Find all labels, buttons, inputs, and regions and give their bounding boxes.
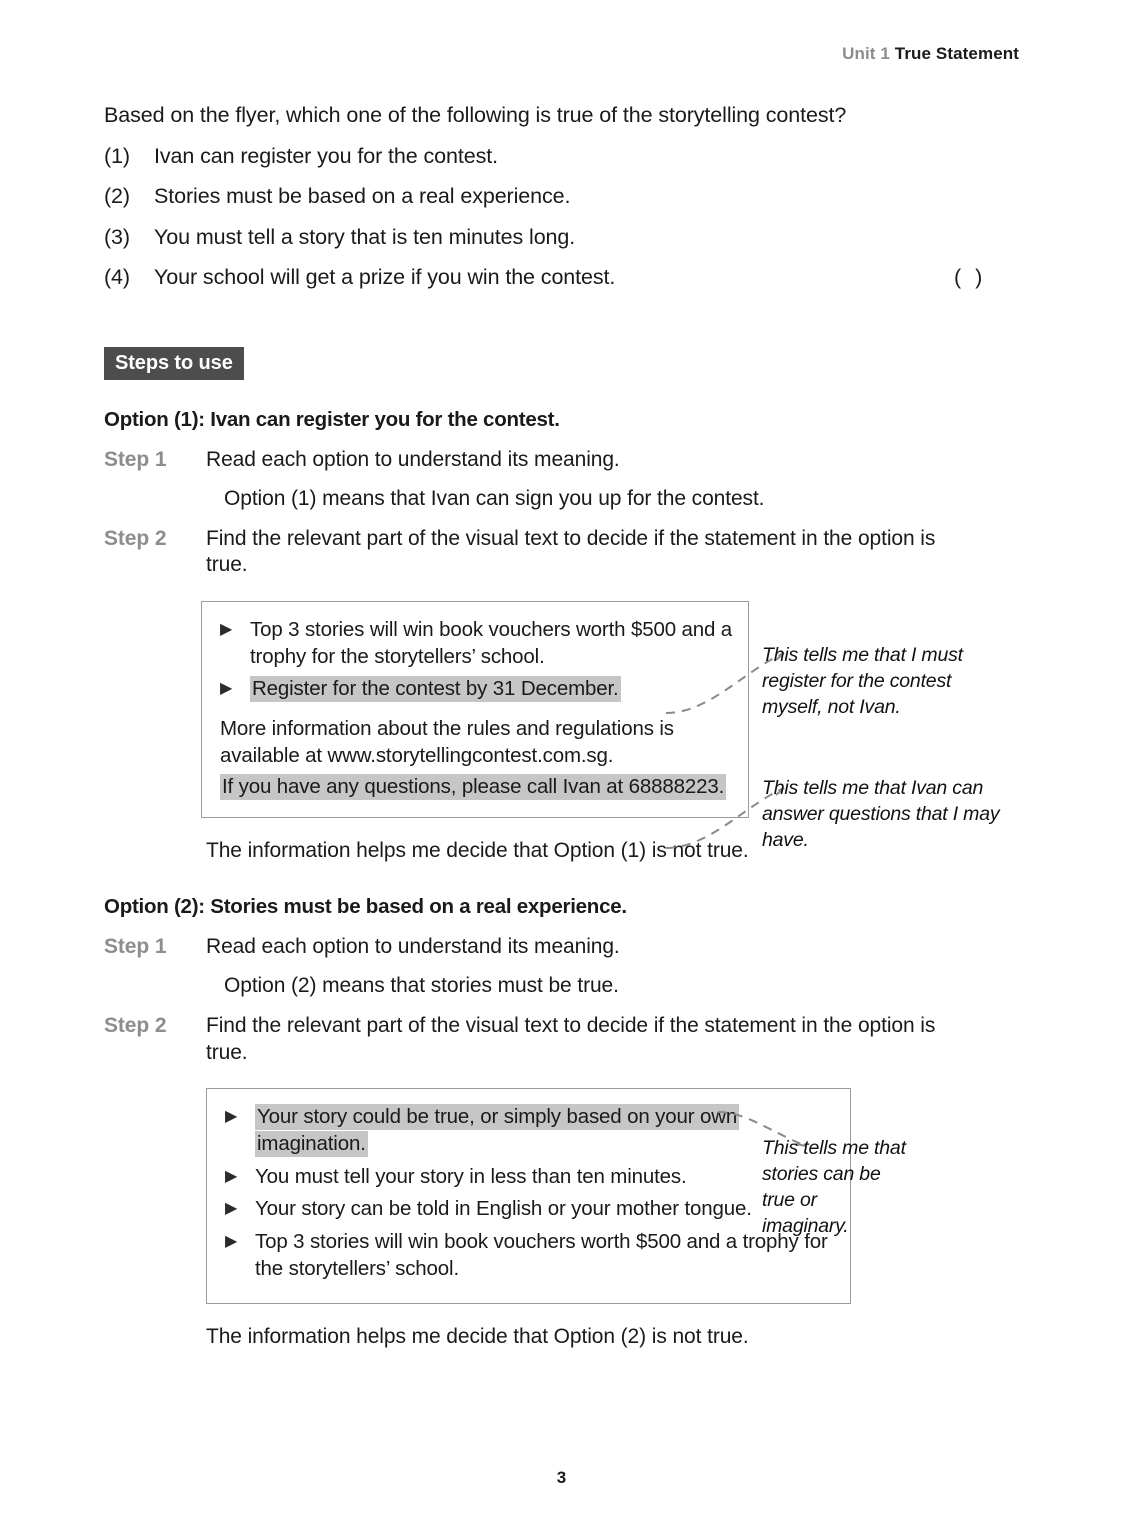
bullet-text: Top 3 stories will win book vouchers worth $500 and a trophy for the storytellers’ school.	[255, 1229, 828, 1280]
excerpt-two-bullet-1	[221, 1103, 836, 1158]
highlighted-text: Your story could be true, or simply based on your own imagination.	[257, 1105, 738, 1156]
step-body: Find the relevant part of the visual text to decide if the statement in the option is true.	[206, 526, 936, 577]
option-text: Your school will get a prize if you win the contest.	[154, 265, 616, 289]
section-2-step-1	[104, 934, 1019, 961]
triangle-bullet-icon: ▶	[225, 1167, 238, 1185]
excerpt-two-bullet-3	[221, 1195, 836, 1223]
section-1-step-1-sub: Option (1) means that Ivan can sign you up for the contest.	[224, 486, 765, 510]
question-option-4	[104, 267, 1019, 289]
option-number: (3)	[104, 224, 130, 249]
bullet-text: Your story can be told in English or your mother tongue.	[255, 1197, 752, 1221]
section-2-step-1-sub: Option (2) means that stories must be true.	[224, 973, 619, 997]
step-body: Find the relevant part of the visual text to decide if the statement in the option is true.	[206, 1013, 936, 1064]
running-head-title: True Statement	[894, 44, 1019, 63]
question-option-2	[104, 186, 1019, 208]
annotation-three: This tells me that stories can be true or imaginary.	[762, 1137, 906, 1237]
annotation-two: This tells me that Ivan can answer questions that I may have.	[762, 776, 1000, 851]
section-1-conclusion: The information helps me decide that Option (1) is not true.	[206, 838, 749, 862]
triangle-bullet-icon: ▶	[220, 620, 233, 638]
excerpt-box-one	[201, 601, 749, 818]
triangle-bullet-icon: ▶	[225, 1108, 238, 1126]
triangle-bullet-icon: ▶	[225, 1232, 238, 1250]
triangle-bullet-icon: ▶	[225, 1200, 238, 1218]
step-label: Step 2	[104, 1013, 167, 1037]
option-text: You must tell a story that is ten minutes long.	[154, 224, 576, 249]
excerpt-one-bullet-2	[216, 675, 734, 703]
highlighted-text: If you have any questions, please call Ivan at 68888223.	[222, 775, 725, 799]
step-body: Read each option to understand its meaning.	[206, 935, 620, 959]
question-option-1	[104, 143, 1019, 168]
annotation-one: This tells me that I must register for the contest myself, not Ivan.	[762, 643, 963, 718]
section-2-step-2	[104, 1013, 1019, 1066]
question-option-3	[104, 224, 1019, 249]
option-number: (1)	[104, 143, 130, 168]
section-2-heading: Option (2): Stories must be based on a real experience.	[104, 894, 627, 918]
steps-to-use-badge: Steps to use	[104, 347, 244, 380]
bullet-text	[255, 1103, 836, 1158]
step-label: Step 2	[104, 526, 167, 550]
excerpt-two-bullet-4	[221, 1228, 836, 1283]
option-text: Stories must be based on a real experience.	[154, 184, 571, 208]
page-number: 3	[556, 1468, 567, 1487]
answer-bracket: ( )	[954, 265, 987, 289]
option-number: (2)	[104, 184, 130, 208]
page-content	[104, 105, 1019, 1347]
excerpt-one-paragraph-highlighted	[216, 773, 734, 800]
step-body: Read each option to understand its meaning.	[206, 448, 620, 471]
section-1-heading: Option (1): Ivan can register you for the contest.	[104, 407, 560, 431]
excerpt-two-bullet-2	[221, 1163, 836, 1191]
step-label: Step 1	[104, 935, 167, 959]
option-number: (4)	[104, 265, 130, 289]
running-head-unit: Unit 1	[842, 44, 890, 63]
bullet-text: You must tell your story in less than ten minutes.	[255, 1164, 687, 1188]
excerpt-one-paragraph-plain: More information about the rules and regulations is available at www.storytellingcontest.com.sg.	[220, 716, 674, 768]
highlighted-text: Register for the contest by 31 December.	[252, 677, 619, 701]
step-label: Step 1	[104, 448, 167, 471]
excerpt-one-bullet-1	[216, 616, 734, 671]
excerpt-two-wrapper	[104, 1088, 1019, 1304]
section-1-step-2	[104, 526, 1019, 579]
section-2-conclusion: The information helps me decide that Option (2) is not true.	[206, 1325, 749, 1349]
bullet-text	[250, 675, 734, 703]
bullet-text: Top 3 stories will win book vouchers worth $500 and a trophy for the storytellers’ school.	[250, 617, 733, 669]
option-text: Ivan can register you for the contest.	[154, 143, 498, 168]
section-1-step-1	[104, 447, 1019, 474]
triangle-bullet-icon: ▶	[220, 680, 233, 698]
running-head	[842, 44, 1019, 64]
excerpt-box-two	[206, 1088, 851, 1304]
question-stem: Based on the flyer, which one of the following is true of the storytelling contest?	[104, 103, 847, 127]
